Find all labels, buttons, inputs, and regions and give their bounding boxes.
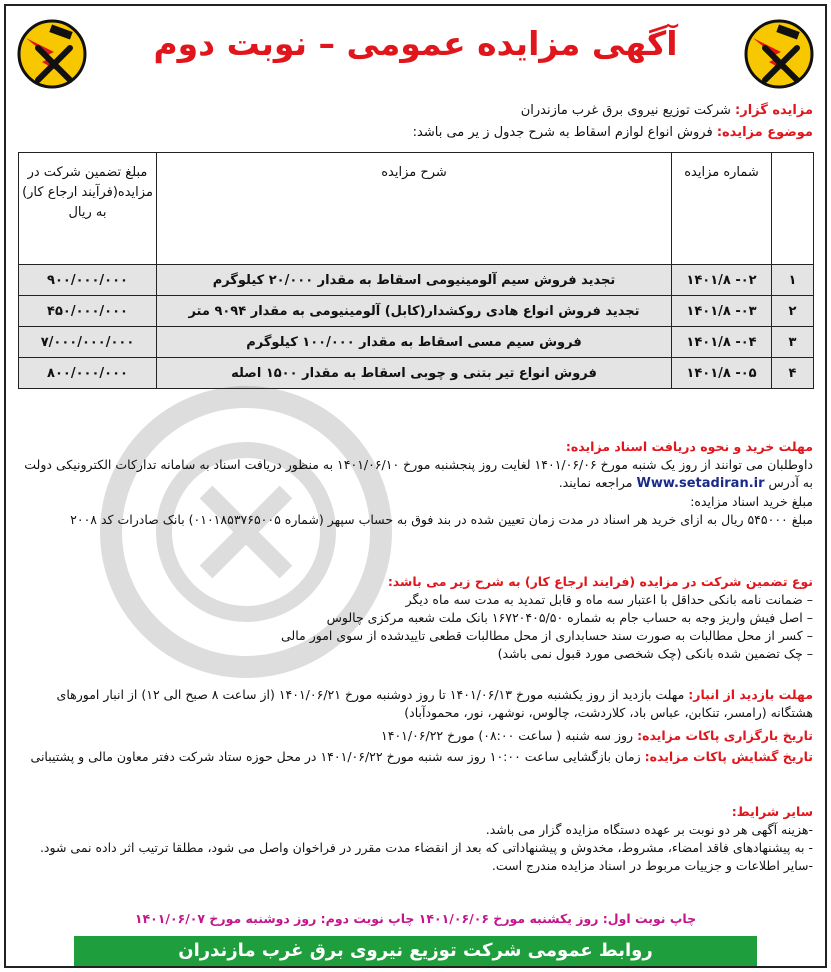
publication-dates: چاپ نوبت اول: روز یکشنبه مورخ ۱۴۰۱/۰۶/۰۶ چاپ نوبت دوم: روز دوشنبه مورخ ۱۴۰۱/۰۶/۰۷ <box>134 911 697 926</box>
table-header-row <box>19 153 814 265</box>
table-row <box>19 265 814 296</box>
auction-description: تجدید فروش انواع هادی روکشدار(کابل) آلومینیومی به مقدار ۹۰۹۴ متر <box>157 296 672 327</box>
visit-text: مهلت بازدید از روز یکشنبه مورخ ۱۴۰۱/۰۶/۱۳ تا روز دوشنبه مورخ ۱۴۰۱/۰۶/۲۱ (از ساعت ۸ صبح الی ۱۲) از انبار امورهای هشتگانه (رامسر، تنکابن، عباس باد، کلاردشت، چالوس، نوشهر، نور، محمودآباد) <box>56 687 813 720</box>
table-row <box>19 296 814 327</box>
auction-number: ۰۴- ۱۴۰۱/۸ <box>672 327 772 358</box>
table-row <box>19 327 814 358</box>
page-title: آگهی مزایده عمومی – نوبت دوم <box>153 24 678 63</box>
purchase-section <box>18 438 813 529</box>
footer-banner: روابط عمومی شرکت توزیع نیروی برق غرب مازندران <box>74 936 757 966</box>
company-logo-icon <box>16 18 88 90</box>
auctioneer-value: شرکت توزیع نیروی برق غرب مازندران <box>520 103 731 118</box>
visit-label: مهلت بازدید از انبار: <box>688 687 813 702</box>
list-item: – چک تضمین شده بانکی (چک شخصی مورد قبول نمی باشد) <box>497 646 813 661</box>
list-item: – کسر از محل مطالبات به صورت سند حسابداری از محل مطالبات قطعی تاییدشده از سوی امور مالی <box>281 628 813 643</box>
submission-section <box>18 727 813 745</box>
auctioneer-label: مزایده گزار: <box>735 103 813 118</box>
auction-items-table <box>18 152 814 389</box>
auction-description: فروش انواع تیر بتنی و چوبی اسقاط به مقدار ۱۵۰۰ اصله <box>157 358 672 389</box>
announcement-page <box>4 4 827 968</box>
list-item: -سایر اطلاعات و جزییات مربوط در اسناد مزایده مندرج است. <box>491 858 813 873</box>
guarantee-amount: ۴۵۰/۰۰۰/۰۰۰ <box>19 296 157 327</box>
visit-section <box>18 686 813 722</box>
purchase-text: داوطلبان می توانند از روز یک شنبه مورخ ۱۴۰۱/۰۶/۰۶ لغایت روز پنجشنبه مورخ ۱۴۰۱/۰۶/۱۰ به منظور دریافت اسناد به سامانه تدارکات الکترونیکی دولت به آدرس Www.setadiran.ir مراجعه نمایند. <box>24 457 813 491</box>
guarantee-amount: ۷/۰۰۰/۰۰۰/۰۰۰ <box>19 327 157 358</box>
opening-section <box>18 748 813 766</box>
company-logo-icon <box>743 18 815 90</box>
list-item: - به پیشنهادهای فاقد امضاء، مشروط، مخدوش و پیشنهاداتی که بعد از انقضاء مدت مقرر در فراخوان واصل می شود، مطلقا ترتیب اثر داده نمی شود. <box>39 840 813 855</box>
fee-text: مبلغ ۵۴۵۰۰۰ ریال به ازای خرید هر اسناد در مدت زمان تعیین شده در بند فوق به حساب سپهر (شماره ۰۱۰۱۸۵۳۷۶۵۰۰۵) بانک صادرات کد ۲۰۰۸ <box>70 512 813 527</box>
guarantee-heading: نوع تضمین شرکت در مزایده (فرایند ارجاع کار) به شرح زیر می باشد: <box>387 574 813 589</box>
header-auction-number: شماره مزایده <box>672 153 772 265</box>
conditions-heading: سایر شرایط: <box>731 804 813 819</box>
row-number: ۲ <box>772 296 814 327</box>
submission-text: روز سه شنبه ( ساعت ۰۸:۰۰) مورخ ۱۴۰۱/۰۶/۲۲ <box>381 728 634 743</box>
guarantee-amount: ۹۰۰/۰۰۰/۰۰۰ <box>19 265 157 296</box>
header-description: شرح مزایده <box>157 153 672 265</box>
row-number: ۳ <box>772 327 814 358</box>
purchase-heading: مهلت خرید و نحوه دریافت اسناد مزایده: <box>565 439 813 454</box>
fee-heading: مبلغ خرید اسناد مزایده: <box>690 494 813 509</box>
submission-label: تاریخ بارگزاری پاکات مزایده: <box>637 728 813 743</box>
guarantee-section <box>18 573 813 663</box>
list-item: – ضمانت نامه بانکی حداقل با اعتبار سه ماه و قابل تمدید به مدت سه ماه دیگر <box>405 592 813 607</box>
auctioneer-line <box>18 102 813 120</box>
table-row <box>19 358 814 389</box>
setadiran-link[interactable]: Www.setadiran.ir <box>636 476 765 491</box>
auction-number: ۰۵- ۱۴۰۱/۸ <box>672 358 772 389</box>
list-item: – اصل فیش واریز وجه به حساب جام به شماره ۱۶۷۲۰۴۰۵/۵۰ بانک ملت شعبه مرکزی چالوس <box>326 610 813 625</box>
subject-label: موضوع مزایده: <box>716 125 813 140</box>
auction-description: فروش سیم مسی اسقاط به مقدار ۱۰۰/۰۰۰ کیلوگرم <box>157 327 672 358</box>
subject-line <box>18 124 813 142</box>
auction-description: تجدید فروش سیم آلومینیومی اسقاط به مقدار ۲۰/۰۰۰ کیلوگرم <box>157 265 672 296</box>
header-guarantee-amount: مبلغ تضمین شرکت در مزایده(فرآیند ارجاع کار) به ریال <box>19 153 157 265</box>
opening-label: تاریخ گشایش پاکات مزایده: <box>644 749 813 764</box>
row-number: ۴ <box>772 358 814 389</box>
auction-number: ۰۳- ۱۴۰۱/۸ <box>672 296 772 327</box>
auction-number: ۰۲- ۱۴۰۱/۸ <box>672 265 772 296</box>
header-row-number <box>772 153 814 265</box>
row-number: ۱ <box>772 265 814 296</box>
list-item: -هزینه آگهی هر دو نوبت بر عهده دستگاه مزایده گزار می باشد. <box>485 822 813 837</box>
subject-value: فروش انواع لوازم اسقاط به شرح جدول ز یر می باشد: <box>412 125 713 140</box>
opening-text: زمان بازگشایی ساعت ۱۰:۰۰ روز سه شنبه مورخ ۱۴۰۱/۰۶/۲۲ در محل حوزه ستاد شرکت دفتر معاون مالی و پشتیبانی <box>30 749 641 764</box>
conditions-section <box>18 803 813 875</box>
guarantee-amount: ۸۰۰/۰۰۰/۰۰۰ <box>19 358 157 389</box>
